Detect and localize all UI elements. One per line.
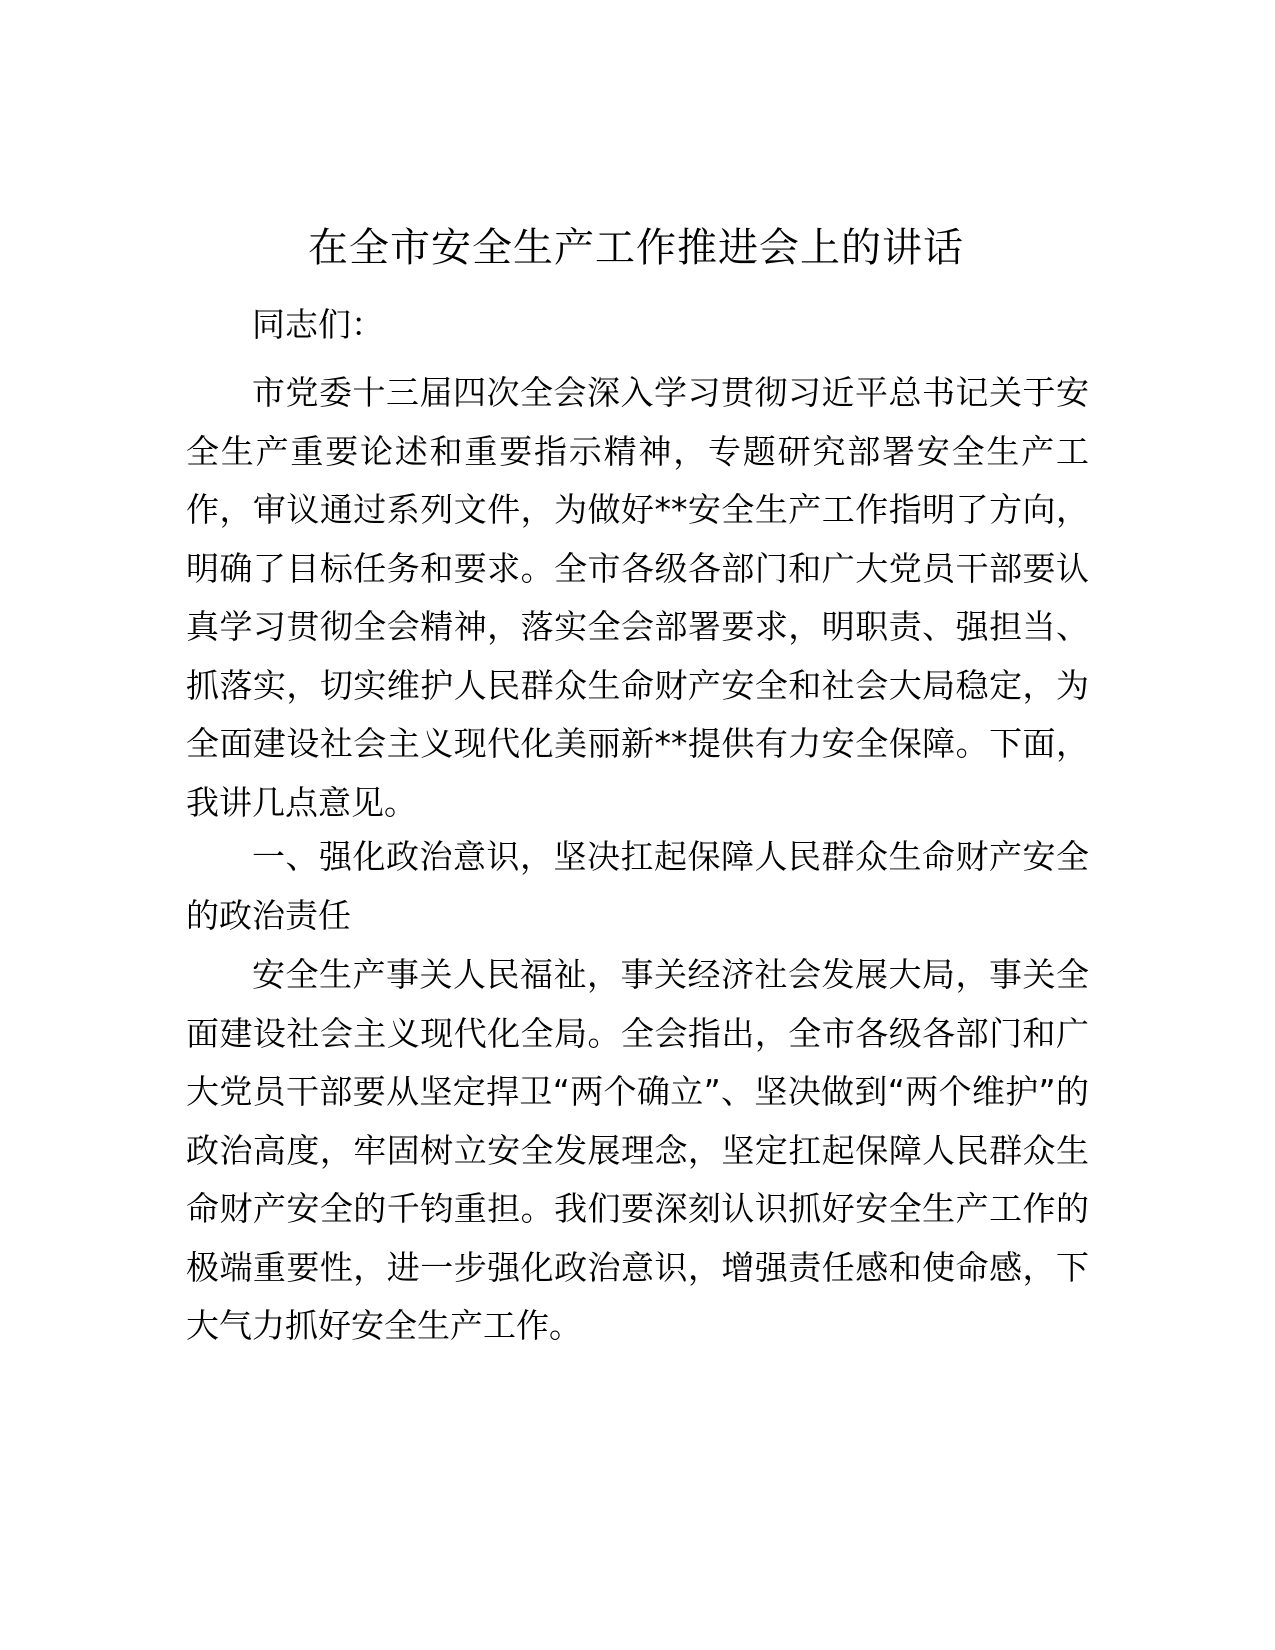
section-heading-1: 一、强化政治意识，坚决扛起保障人民群众生命财产安全的政治责任: [186, 837, 1089, 935]
section-1-paragraph: 安全生产事关人民福祉，事关经济社会发展大局，事关全面建设社会主义现代化全局。全会指出，全市各级各部门和广大党员干部要从坚定捍卫“两个确立”、坚决做到“两个维护”的政治高度，牢固树立安全发展理念，坚定扛起保障人民群众生命财产安全的千钧重担。我们要深刻认识抓好安全生产工作的极端重要性，进一步强化政治意识，增强责任感和使命感，下大气力抓好安全生产工作。: [186, 955, 1089, 1345]
intro-paragraph: 市党委十三届四次全会深入学习贯彻习近平总书记关于安全生产重要论述和重要指示精神，专题研究部署安全生产工作，审议通过系列文件，为做好**安全生产工作指明了方向，明确了目标任务和要求。全市各级各部门和广大党员干部要认真学习贯彻全会精神，落实全会部署要求，明职责、强担当、抓落实，切实维护人民群众生命财产安全和社会大局稳定，为全面建设社会主义现代化美丽新**提供有力安全保障。下面，我讲几点意见。: [186, 373, 1089, 822]
salutation: 同志们：: [252, 305, 384, 344]
document-title: 在全市安全生产工作推进会上的讲话: [308, 225, 964, 271]
